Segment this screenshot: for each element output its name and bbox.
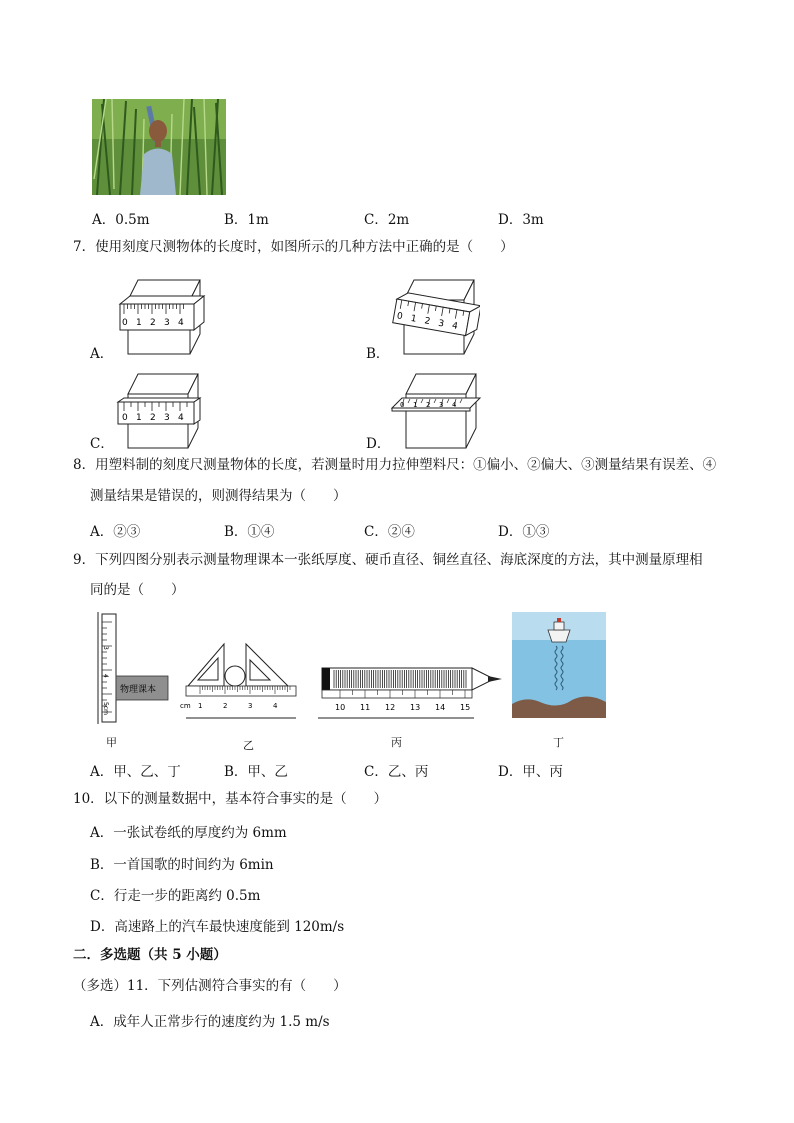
q9-fig-label-yi: 乙	[243, 739, 254, 752]
q9-fig-label-ding: 丁	[553, 736, 564, 749]
q7-option-b: B．	[366, 346, 390, 362]
ruler-tick-label: 4	[451, 321, 459, 332]
ruler-tick-label: 0	[400, 401, 405, 409]
ruler-tick-label: 2	[426, 401, 431, 409]
q8-stem-line1: 8．用塑料制的刻度尺测量物体的长度，若测量时用力拉伸塑料尺：①偏小、②偏大、③测量结果有误差、④	[73, 457, 717, 473]
bing-tick-label: 10	[335, 703, 346, 712]
q9-option-b: B．甲、乙	[224, 764, 288, 780]
q9-option-c: C．乙、丙	[364, 764, 429, 780]
q7-stem: 7．使用刻度尺测物体的长度时，如图所示的几种方法中正确的是（ ）	[73, 239, 514, 255]
ruler-tick-label: 2	[150, 318, 156, 328]
jia-tick-label: 3	[102, 646, 109, 650]
rice-field-image	[92, 99, 226, 195]
q6-option-a: A．0.5m	[92, 212, 150, 228]
q7-figure-c	[116, 368, 206, 454]
jia-tick-label: 4	[102, 674, 109, 678]
ruler-tick-label: 1	[136, 318, 142, 328]
q9-stem-line1: 9．下列四图分别表示测量物理课本一张纸厚度、硬币直径、铜丝直径、海底深度的方法，其中测量原理相	[73, 552, 703, 568]
q8-option-b: B．①④	[224, 524, 275, 540]
ruler-tick-label: 3	[164, 413, 170, 423]
q9-option-a: A．甲、乙、丁	[90, 764, 181, 780]
yi-tick-label: 2	[223, 702, 228, 710]
yi-tick-label: 1	[198, 702, 203, 710]
q8-option-c: C．②④	[364, 524, 415, 540]
q9-option-d: D．甲、丙	[498, 764, 563, 780]
q10-option-b: B．一首国歌的时间约为 6min	[90, 857, 274, 873]
q6-option-d: D．3m	[498, 212, 544, 228]
ruler-tick-label: 0	[396, 311, 404, 323]
q8-option-d: D．①③	[498, 524, 550, 540]
bing-tick-label: 11	[360, 703, 371, 712]
bing-tick-label: 12	[385, 703, 396, 712]
q9-stem-line2: 同的是（ ）	[90, 582, 185, 598]
q7-figure-b	[390, 274, 480, 360]
ruler-tick-label: 4	[178, 318, 184, 328]
q8-option-a: A．②③	[90, 524, 141, 540]
q7-figure-d	[390, 368, 482, 454]
ruler-tick-label: 2	[150, 413, 156, 423]
yi-tick-label: 3	[248, 702, 253, 710]
bing-tick-label: 14	[435, 703, 446, 712]
q11-option-a: A．成年人正常步行的速度约为 1.5 m/s	[90, 1014, 330, 1030]
q9-figure-ding	[512, 612, 606, 722]
q10-stem: 10．以下的测量数据中，基本符合事实的是（ ）	[73, 791, 388, 807]
q11-stem: （多选）11．下列估测符合事实的有（ ）	[73, 978, 347, 994]
q7-option-a: A．	[90, 346, 114, 362]
jia-tick-label: 5cm	[102, 702, 109, 715]
ruler-tick-label: 0	[122, 413, 128, 423]
yi-tick-label: 4	[273, 702, 278, 710]
bing-tick-label: 13	[410, 703, 421, 712]
q9-fig-label-jia: 甲	[106, 736, 117, 749]
ruler-tick-label: 3	[439, 401, 444, 409]
ruler-tick-label: 3	[164, 318, 170, 328]
q6-option-c: C．2m	[364, 212, 410, 228]
q9-figure-bing	[318, 664, 508, 724]
yi-unit-label: cm	[180, 702, 191, 710]
bing-tick-label: 15	[460, 703, 471, 712]
q10-option-a: A．一张试卷纸的厚度约为 6mm	[90, 825, 287, 841]
rice-photo	[92, 99, 226, 195]
ruler-tick-label: 0	[122, 318, 128, 328]
q10-option-d: D．高速路上的汽车最快速度能到 120m/s	[90, 919, 345, 935]
q7-option-d: D．	[366, 436, 391, 452]
ruler-tick-label: 1	[409, 313, 418, 325]
ruler-tick-label: 1	[136, 413, 142, 423]
q7-option-c: C．	[90, 436, 114, 452]
q7-figure-a	[116, 274, 206, 360]
q10-option-c: C．行走一步的距离约 0.5m	[90, 888, 261, 904]
ruler-tick-label: 1	[413, 401, 418, 409]
ruler-tick-label: 3	[437, 318, 445, 330]
book-label: 物理课本	[120, 685, 157, 695]
q9-figure-jia	[92, 612, 174, 728]
ruler-tick-label: 4	[178, 413, 184, 423]
q9-figure-yi	[180, 636, 298, 726]
q9-fig-label-bing: 丙	[391, 736, 402, 749]
q8-stem-line2: 测量结果是错误的，则测得结果为（ ）	[90, 488, 347, 504]
ruler-tick-label: 4	[452, 401, 457, 409]
q6-option-b: B．1m	[224, 212, 269, 228]
ruler-tick-label: 2	[423, 316, 431, 328]
section-title: 二．多选题（共 5 小题）	[73, 947, 227, 963]
